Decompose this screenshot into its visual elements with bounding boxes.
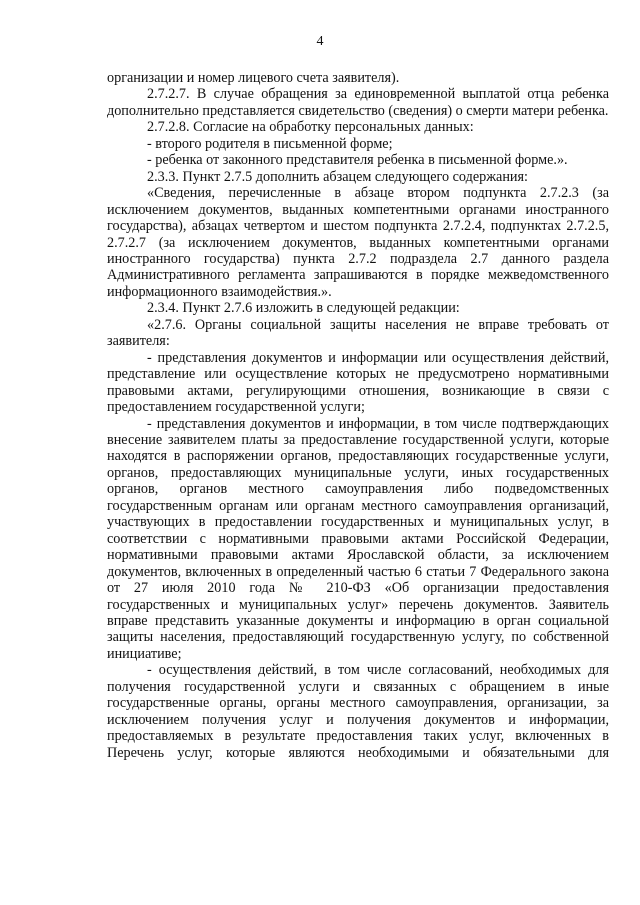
list-item: - второго родителя в письменной форме; [147,135,393,152]
list-item: - представления документов и информации или осуществления действий, представление или осуществление которых не предусмотрено нормативными правовыми актами, регулирующими отношения, возникающие в связи с предоставлением государственной услуги; [107,349,609,416]
paragraph: «2.7.6. Органы социальной защиты населения не вправе требовать от заявителя: [107,316,609,350]
document-body [107,70,609,761]
paragraph: организации и номер лицевого счета заявителя). [107,70,400,86]
list-item: - представления документов и информации, в том числе подтверждающих внесение заявителем платы за предоставление государственной услуги, которые находятся в распоряжении органов, предоставляющих государственные услуги, органов, предоставляющих муниципальные услуги, иных государственных органов, органов местного самоуправления либо подведомственных государственным органам или органам местного самоуправления организаций, участвующих в предоставлении государственных и муниципальных услуг, в соответствии с нормативными правовыми актами Российской Федерации, нормативными правовыми актами Ярославской области, за исключением документов, включенных в определенный частью 6 статьи 7 Федерального закона от 27 июля 2010 года № 210-ФЗ «Об организации предоставления государственных и муниципальных услуг» перечень документов. Заявитель вправе представить указанные документы и информацию в орган социальной защиты населения, предоставляющий государственную услугу, по собственной инициативе; [107,415,609,662]
paragraph: 2.7.2.7. В случае обращения за единовременной выплатой отца ребенка дополнительно представляется свидетельство (сведения) о смерти матери ребенка. [107,86,609,119]
paragraph: 2.7.2.8. Согласие на обработку персональных данных: [147,119,474,136]
list-item: - осуществления действий, в том числе согласований, необходимых для получения государственной услуги и связанных с обращением в иные государственные органы, органы местного самоуправления, организации, за исключением получения услуг и получения документов и информации, предоставляемых в результате предоставления таких услуг, включенных в Перечень услуг, которые являются необходимыми и обязательными для [107,662,609,761]
paragraph: 2.3.4. Пункт 2.7.6 изложить в следующей редакции: [147,300,460,317]
list-item: - ребенка от законного представителя ребенка в письменной форме.». [147,152,568,169]
paragraph: 2.3.3. Пункт 2.7.5 дополнить абзацем следующего содержания: [147,168,528,185]
page-number: 4 [316,34,324,49]
paragraph: «Сведения, перечисленные в абзаце втором подпункта 2.7.2.3 (за исключением документов, выданных компетентными органами иностранного государства), абзацах четвертом и шестом подпункта 2.7.2.4, подпунктах 2.7.2.5, 2.7.2.7 (за исключением документов, выданных компетентными органами иностранного государства) пункта 2.7.2 подраздела 2.7 данного раздела Административного регламента запрашиваются в порядке межведомственного информационного взаимодействия.». [107,185,609,300]
